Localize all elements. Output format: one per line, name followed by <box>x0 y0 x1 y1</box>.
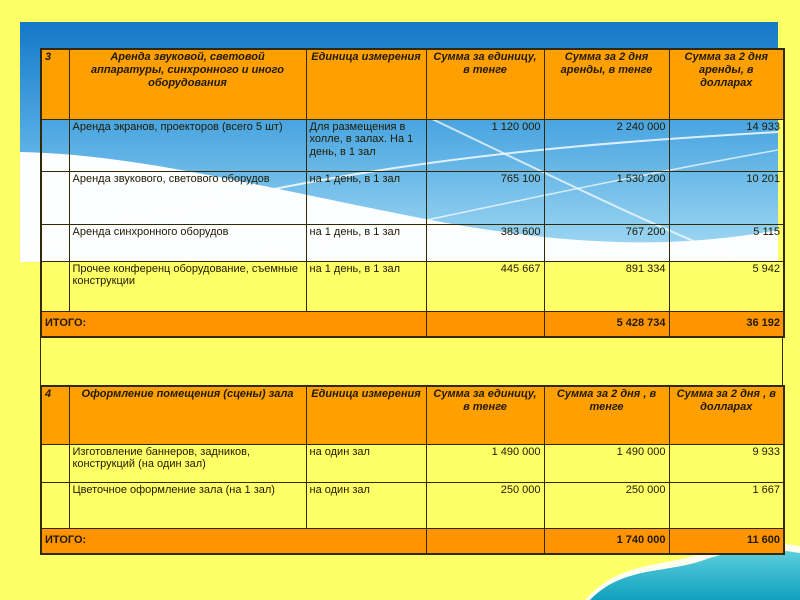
table-row <box>41 482 784 528</box>
item-name: Аренда синхронного оборудов <box>69 224 306 261</box>
row-index-cell <box>41 261 69 311</box>
item-unit: на 1 день, в 1 зал <box>306 261 426 311</box>
row-index-cell <box>41 482 69 528</box>
sum-2days-tenge: 1 490 000 <box>544 444 669 482</box>
column-header-sum-2days-usd: Сумма за 2 дня , в долларах <box>669 386 784 444</box>
row-number: 4 <box>41 386 69 444</box>
table-header-row <box>41 386 784 444</box>
sum-2days-tenge: 1 530 200 <box>544 171 669 224</box>
sum-2days-usd: 14 933 <box>669 119 784 171</box>
row-index-cell <box>41 171 69 224</box>
column-header-description: Оформление помещения (сцены) зала <box>69 386 306 444</box>
item-unit: на 1 день, в 1 зал <box>306 224 426 261</box>
spacer-row <box>40 336 783 385</box>
sum-2days-tenge: 2 240 000 <box>544 119 669 171</box>
equipment-rental-table <box>40 48 785 338</box>
column-header-unit: Единица измерения <box>306 49 426 119</box>
item-unit: на 1 день, в 1 зал <box>306 171 426 224</box>
item-name: Аренда звукового, светового оборудов <box>69 171 306 224</box>
table-row <box>41 171 784 224</box>
total-row <box>41 528 784 554</box>
sum-2days-tenge: 250 000 <box>544 482 669 528</box>
table-row <box>41 224 784 261</box>
item-name: Прочее конференц оборудование, съемные конструкции <box>69 261 306 311</box>
item-name: Аренда экранов, проекторов (всего 5 шт) <box>69 119 306 171</box>
table-row <box>41 444 784 482</box>
item-name: Изготовление баннеров, задников, конструкций (на один зал) <box>69 444 306 482</box>
total-per-unit <box>426 311 544 337</box>
total-row <box>41 311 784 337</box>
sum-per-unit: 1 120 000 <box>426 119 544 171</box>
column-header-sum-per-unit: Сумма за единицу, в тенге <box>426 386 544 444</box>
total-2days-tenge: 1 740 000 <box>544 528 669 554</box>
sum-2days-usd: 1 667 <box>669 482 784 528</box>
item-unit: Для размещения в холле, в залах. На 1 день, в 1 зал <box>306 119 426 171</box>
column-header-description: Аренда звуковой, световой аппаратуры, синхронного и иного оборудования <box>69 49 306 119</box>
row-index-cell <box>41 224 69 261</box>
item-unit: на один зал <box>306 444 426 482</box>
total-2days-tenge: 5 428 734 <box>544 311 669 337</box>
column-header-unit: Единица измерения <box>306 386 426 444</box>
table-header-row <box>41 49 784 119</box>
column-header-sum-2days-tenge: Сумма за 2 дня , в тенге <box>544 386 669 444</box>
row-index-cell <box>41 444 69 482</box>
column-header-sum-2days-usd: Сумма за 2 дня аренды, в долларах <box>669 49 784 119</box>
table-row <box>41 261 784 311</box>
total-2days-usd: 11 600 <box>669 528 784 554</box>
column-header-sum-2days-tenge: Сумма за 2 дня аренды, в тенге <box>544 49 669 119</box>
sum-per-unit: 765 100 <box>426 171 544 224</box>
sum-2days-usd: 10 201 <box>669 171 784 224</box>
total-label: ИТОГО: <box>41 528 426 554</box>
total-per-unit <box>426 528 544 554</box>
sum-2days-tenge: 767 200 <box>544 224 669 261</box>
item-name: Цветочное оформление зала (на 1 зал) <box>69 482 306 528</box>
sum-per-unit: 1 490 000 <box>426 444 544 482</box>
row-index-cell <box>41 119 69 171</box>
item-unit: на один зал <box>306 482 426 528</box>
column-header-sum-per-unit: Сумма за единицу, в тенге <box>426 49 544 119</box>
total-label: ИТОГО: <box>41 311 426 337</box>
table-row <box>41 119 784 171</box>
total-2days-usd: 36 192 <box>669 311 784 337</box>
sum-2days-usd: 5 115 <box>669 224 784 261</box>
hall-decoration-table <box>40 385 785 555</box>
sum-per-unit: 250 000 <box>426 482 544 528</box>
sum-2days-tenge: 891 334 <box>544 261 669 311</box>
sum-2days-usd: 9 933 <box>669 444 784 482</box>
row-number: 3 <box>41 49 69 119</box>
sum-2days-usd: 5 942 <box>669 261 784 311</box>
sum-per-unit: 445 667 <box>426 261 544 311</box>
sum-per-unit: 383 600 <box>426 224 544 261</box>
